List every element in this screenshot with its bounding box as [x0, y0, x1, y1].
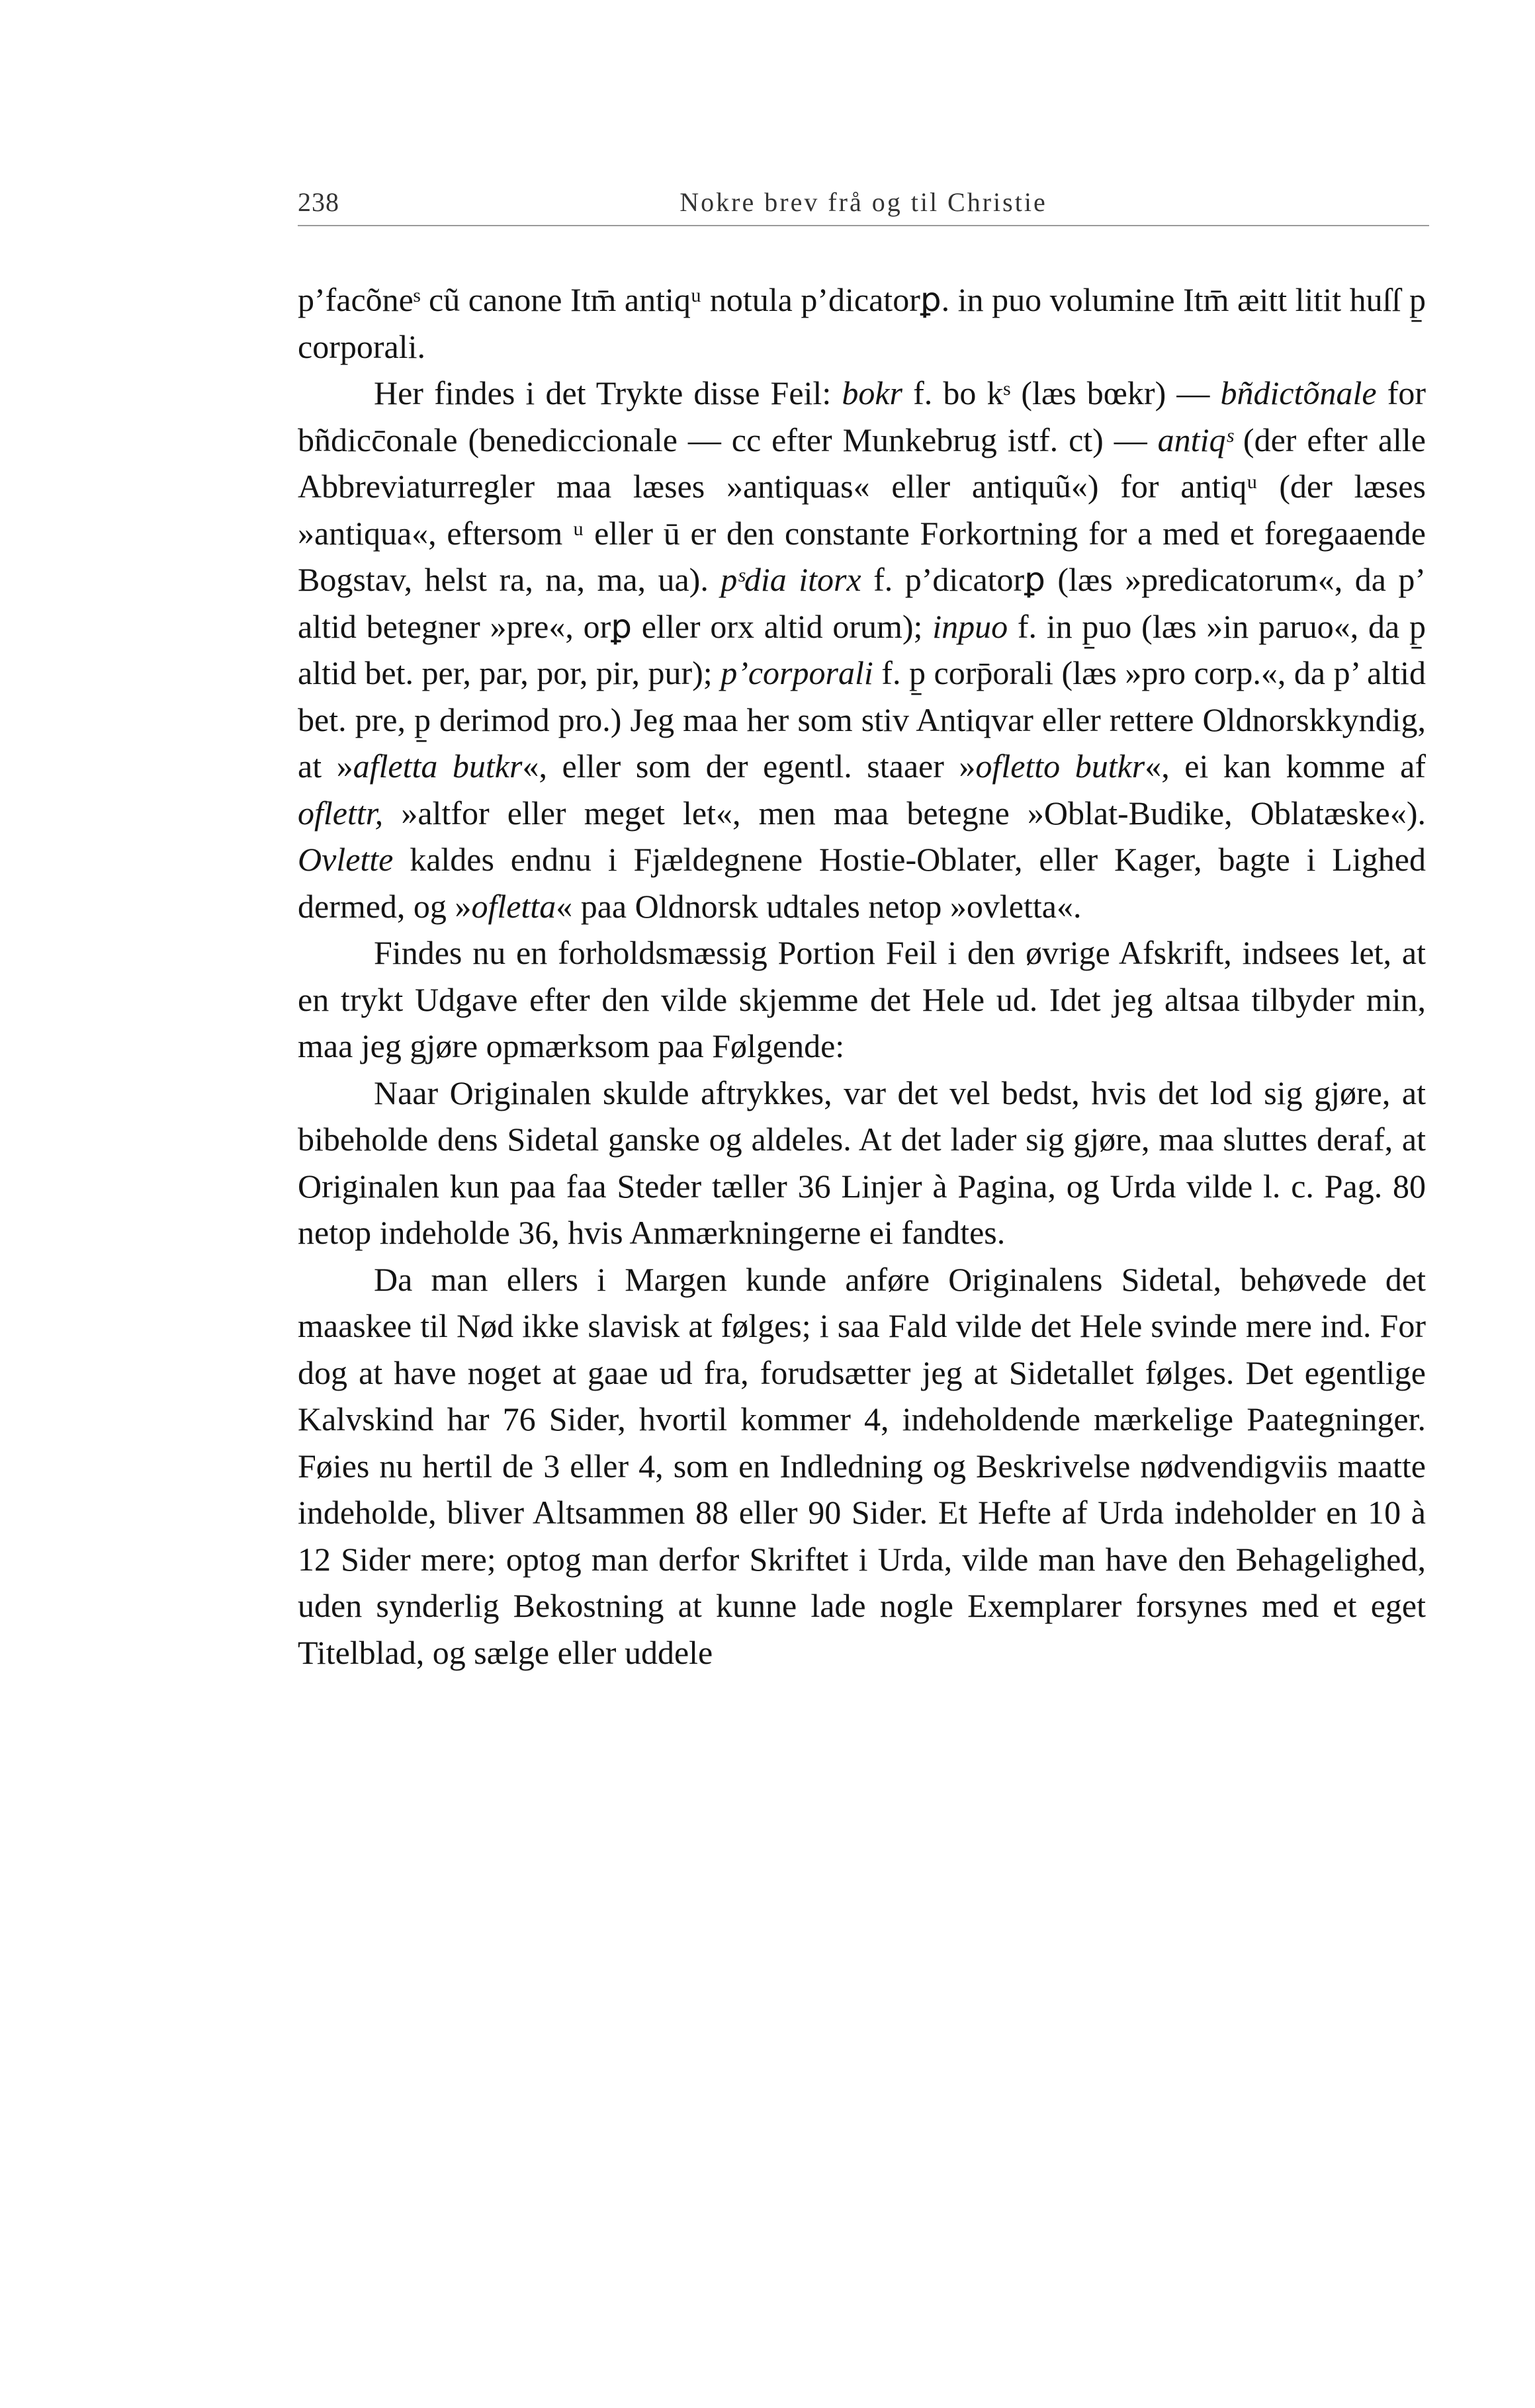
italic-text-segment: antiqˢ [1157, 421, 1233, 458]
italic-text-segment: bokr [842, 374, 903, 411]
italic-text-segment: Ovlette [298, 841, 394, 878]
text-segment: f. in p̱uo (læs »in paruo«, da p̱ altid bet. per, par, por, pir, pur); [298, 607, 1426, 691]
paragraph [298, 1256, 1426, 1676]
italic-text-segment: p’corporali [721, 654, 873, 691]
text-segment: f. bo kˢ (læs bœkr) — [902, 374, 1221, 411]
text-segment: «, ei kan komme af [1145, 748, 1426, 785]
text-segment: Findes nu en forholdsmæssig Portion Feil i den øvrige Afskrift, indsees let, at en trykt Udgave efter den vilde skjemme det Hele ud. Idet jeg altsaa tilbyder min, maa jeg gjøre opmærksom paa Følgende: [298, 934, 1426, 1064]
paragraph [298, 277, 1426, 370]
paragraph [298, 1070, 1426, 1256]
italic-text-segment: ofletto butkr [975, 748, 1145, 785]
running-title: Nokre brev frå og til Christie [680, 187, 1047, 217]
text-segment: «, eller som der egentl. staaer » [522, 748, 976, 785]
text-segment: p’facõneˢ cũ canone Itm̄ antiqᵘ notula p’dicatorꝑ. in puo volumine Itm̄ æitt litit huſſ p̱ corporali. [298, 281, 1426, 365]
text-segment: for bñdicc̄onale (benediccionale — cc efter Munkebrug istf. ct) — [298, 374, 1426, 458]
text-segment: f. p̱ corp̄orali (læs »pro corp.«, da p’ altid bet. pre, p̱ derimod pro.) Jeg maa her som stiv Antiqvar eller rettere Oldnorskkyndig, at » [298, 654, 1426, 785]
italic-text-segment: bñdictõnale [1220, 374, 1377, 411]
text-segment: Da man ellers i Margen kunde anføre Originalens Sidetal, behøvede det maaskee til Nød ikke slavisk at følges; i saa Fald vilde det Hele svinde mere ind. For dog at have noget at gaae ud fra, forudsætter jeg at Sidetallet følges. Det egentlige Kalvskind har 76 Sider, hvortil kommer 4, indeholdende mærkelige Paategninger. Føies nu hertil de 3 eller 4, som en Indledning og Beskrivelse nødvendigviis maatte indeholde, bliver Altsammen 88 eller 90 Sider. Et Hefte af Urda indeholder en 10 à 12 Sider mere; optog man derfor Skriftet i Urda, vilde man have den Behagelighed, uden synderlig Bekostning at kunne lade nogle Exemplarer forsynes med et eget Titelblad, og sælge eller uddele [298, 1260, 1426, 1671]
italic-text-segment: ofletta [471, 887, 556, 925]
italic-text-segment: afletta butkr [353, 748, 523, 785]
text-segment: f. p’dicatorꝑ (læs »predicatorum«, da p’ altid betegner »pre«, orꝑ eller orx altid orum); [298, 561, 1426, 645]
text-segment: Her findes i det Trykte disse Feil: [374, 374, 842, 411]
italic-text-segment: pˢdia itorx [721, 561, 861, 598]
page-number: 238 [298, 187, 339, 217]
text-segment: kaldes endnu i Fjældegnene Hostie-Oblater, eller Kager, bagte i Lighed dermed, og » [298, 841, 1426, 925]
text-segment: Naar Originalen skulde aftrykkes, var det vel bedst, hvis det lod sig gjøre, at bibeholde dens Sidetal ganske og aldeles. At det lader sig gjøre, maa sluttes deraf, at Originalen kun paa faa Steder tæller 36 Linjer à Pagina, og Urda vilde l. c. Pag. 80 netop indeholde 36, hvis Anmærkningerne ei fandtes. [298, 1074, 1426, 1251]
body-text [298, 277, 1426, 1676]
text-segment: »altfor eller meget let«, men maa betegne »Oblat-Budike, Oblatæske«). [383, 794, 1426, 832]
running-header [298, 179, 1429, 226]
paragraph [298, 929, 1426, 1070]
text-segment: (der efter alle Abbreviaturregler maa læses »antiquas« eller antiquũ«) for antiqᵘ (der læses »antiqua«, eftersom ᵘ eller ū er den constante Forkortning for a med et foregaaende Bogstav, helst ra, na, ma, ua). [298, 421, 1426, 598]
italic-text-segment: oflettr, [298, 794, 384, 832]
italic-text-segment: inpuo [932, 607, 1008, 645]
text-segment: « paa Oldnorsk udtales netop »ovletta«. [556, 887, 1082, 925]
paragraph [298, 370, 1426, 929]
